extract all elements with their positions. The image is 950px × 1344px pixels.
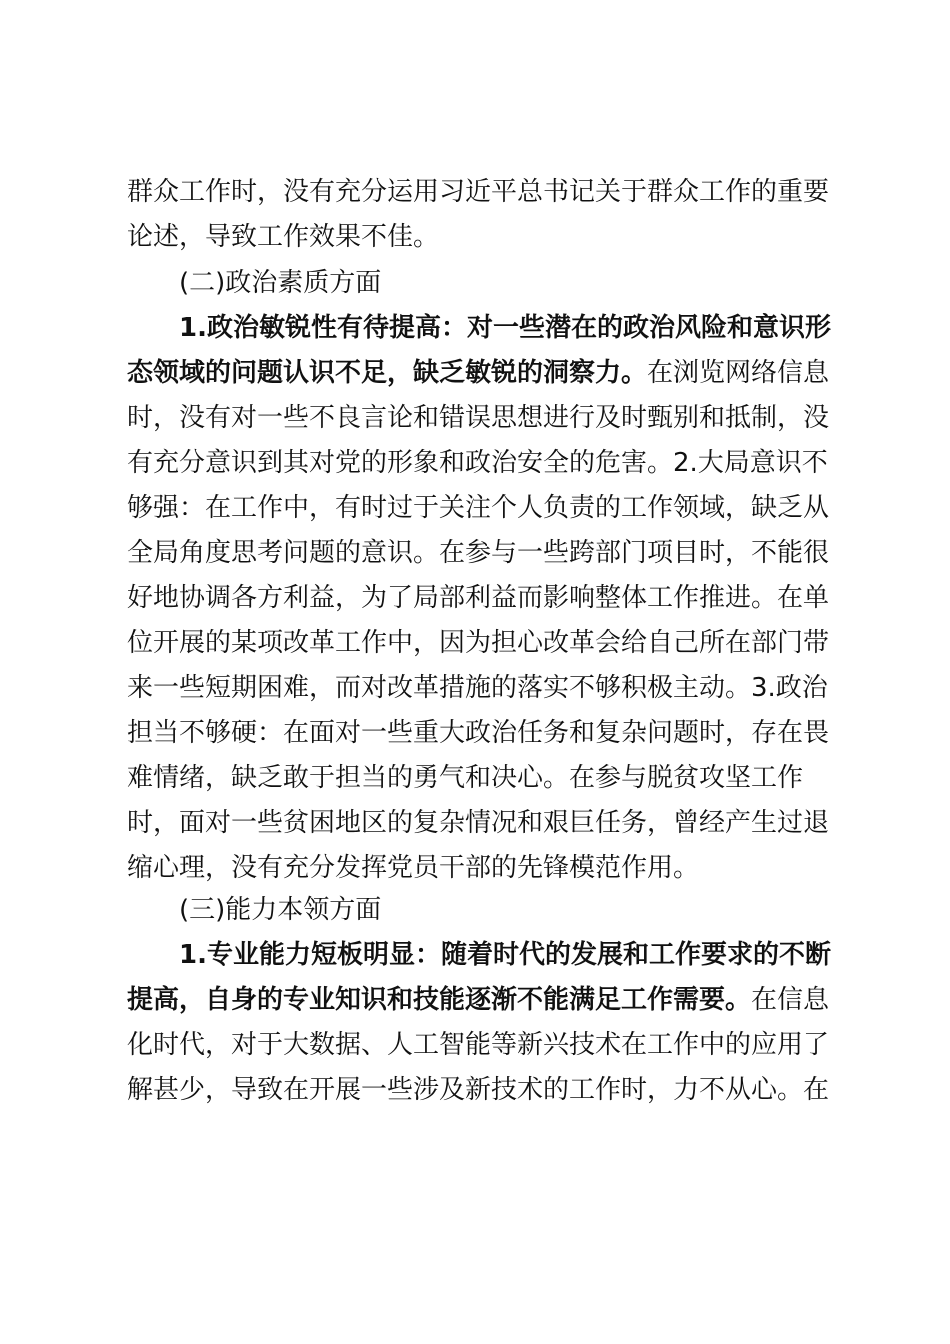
paragraph-line: 难情绪，缺乏敢于担当的勇气和决心。在参与脱贫攻坚工作: [127, 763, 804, 793]
body-text: 在信息: [751, 985, 830, 1015]
paragraph-line: 群众工作时，没有充分运用习近平总书记关于群众工作的重要: [127, 177, 830, 207]
paragraph-line: 有充分意识到其对党的形象和政治安全的危害。2.大局意识不: [127, 448, 828, 478]
bold-subheading-text: 态领域的问题认识不足，缺乏敏锐的洞察力。: [127, 358, 648, 388]
bold-subheading-line: 1.专业能力短板明显：随着时代的发展和工作要求的不断: [179, 940, 831, 970]
bold-subheading-text: 提高，自身的专业知识和技能逐渐不能满足工作需要。: [127, 985, 752, 1015]
section-heading: (二)政治素质方面: [179, 268, 382, 298]
paragraph-line: 时，没有对一些不良言论和错误思想进行及时甄别和抵制，没: [127, 403, 830, 433]
paragraph-line: 缩心理，没有充分发挥党员干部的先锋模范作用。: [127, 853, 700, 883]
paragraph-line: 担当不够硬：在面对一些重大政治任务和复杂问题时，存在畏: [127, 718, 830, 748]
paragraph-line: 论述，导致工作效果不佳。: [127, 222, 440, 252]
body-text: 在浏览网络信息: [647, 358, 830, 388]
paragraph-line: 时，面对一些贫困地区的复杂情况和艰巨任务，曾经产生过退: [127, 808, 830, 838]
paragraph-line: 来一些短期困难，而对改革措施的落实不够积极主动。3.政治: [127, 673, 828, 703]
paragraph-line: 位开展的某项改革工作中，因为担心改革会给自己所在部门带: [127, 628, 830, 658]
paragraph-line: 解甚少，导致在开展一些涉及新技术的工作时，力不从心。在: [127, 1075, 830, 1105]
paragraph-line: 化时代，对于大数据、人工智能等新兴技术在工作中的应用了: [127, 1030, 830, 1060]
bold-subheading-line: 1.政治敏锐性有待提高：对一些潜在的政治风险和意识形: [179, 313, 831, 343]
paragraph-line: 好地协调各方利益，为了局部利益而影响整体工作推进。在单: [127, 583, 830, 613]
mixed-line: [127, 351, 829, 396]
paragraph-line: 全局角度思考问题的意识。在参与一些跨部门项目时，不能很: [127, 538, 830, 568]
section-heading: (三)能力本领方面: [179, 895, 382, 925]
mixed-line: [127, 978, 829, 1023]
paragraph-line: 够强：在工作中，有时过于关注个人负责的工作领域，缺乏从: [127, 493, 830, 523]
